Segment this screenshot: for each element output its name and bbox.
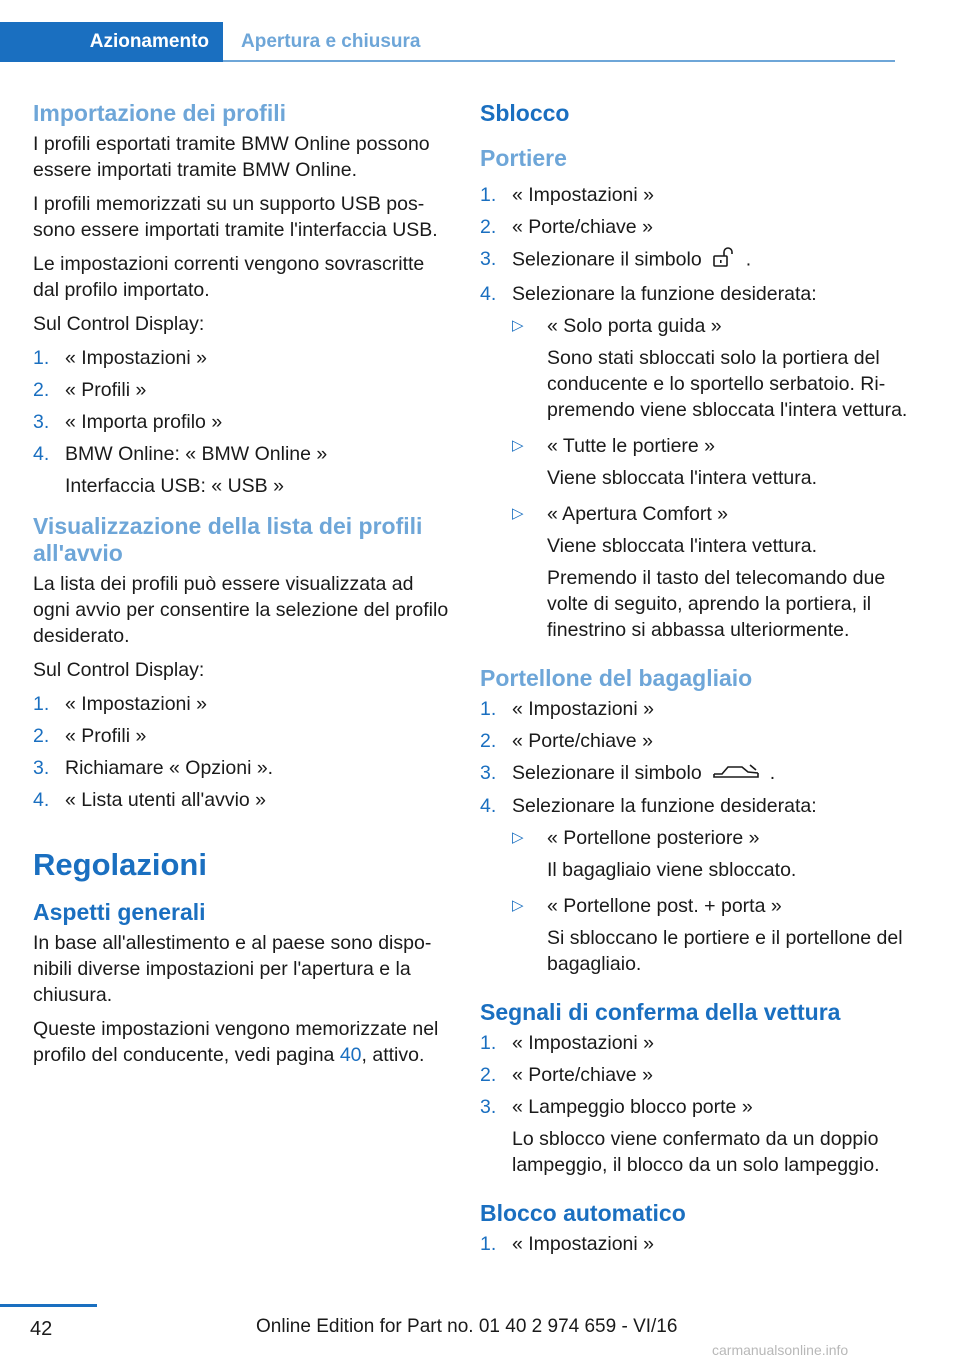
option-description: Premendo il tasto del telecomando due volte di seguito, aprendo la portiera, il finestrino si abbassa ulteriormente. <box>547 567 886 641</box>
unlock-icon <box>712 246 736 275</box>
list-item <box>480 793 910 977</box>
step-text: Selezionare il simbolo <box>512 762 702 784</box>
step-continuation: Lo sblocco viene confermato da un doppio lampeggio, il blocco da un solo lampeggio. <box>512 1127 880 1176</box>
list-item <box>33 409 453 435</box>
step-continuation: Interfaccia USB: « USB » <box>65 475 284 497</box>
paragraph: La lista dei profili può essere visualizzata ad ogni avvio per consentire la selezione del profilo desiderato. <box>33 573 449 647</box>
step-text: Selezionare la funzione desiderata: <box>512 794 817 817</box>
step-number: 4. <box>33 789 50 811</box>
step-text: Selezionare il simbolo <box>512 248 702 271</box>
option-description: Sono stati sbloccati solo la portiera del conducente e lo sportello serbatoio. Ripremendo viene sbloccata l'intera vettura. <box>547 347 908 421</box>
option-title: « Solo porta guida » <box>547 315 722 337</box>
triangle-bullet-icon: ▷ <box>512 505 524 522</box>
step-text: « Impostazioni » <box>512 1031 654 1054</box>
heading-portiere: Portiere <box>480 145 567 171</box>
step-number: 2. <box>33 725 50 747</box>
list-item <box>480 1231 910 1257</box>
steps-blocco <box>480 1231 910 1257</box>
step-text: « Lista utenti all'avvio » <box>65 789 267 811</box>
tab-azionamento[interactable]: Azionamento <box>0 22 223 62</box>
list-item <box>480 696 910 722</box>
option-item <box>512 433 910 491</box>
heading-regolazioni: Regolazioni <box>33 847 207 882</box>
step-number: 1. <box>480 184 497 206</box>
right-column <box>480 100 910 1271</box>
heading-segnali: Segnali di conferma della vettura <box>480 998 841 1025</box>
steps-portellone <box>480 696 910 977</box>
step-text-end: . <box>745 248 752 271</box>
page-number: 42 <box>30 1318 53 1340</box>
steps-portiere <box>480 182 910 643</box>
triangle-bullet-icon: ▷ <box>512 896 524 914</box>
car-trunk-icon <box>712 761 760 787</box>
step-text: « Lampeggio blocco porte » <box>512 1095 753 1118</box>
step-number: 4. <box>33 443 50 465</box>
options-list <box>512 825 910 977</box>
paragraph-text: , attivo. <box>361 1044 425 1066</box>
step-text-end: . <box>769 762 776 784</box>
option-description: Si sbloccano le portiere e il portellone del bagagliaio. <box>547 926 903 975</box>
step-number: 4. <box>480 283 497 305</box>
option-title: « Tutte le portiere » <box>547 435 716 457</box>
footer-rule <box>0 1304 97 1307</box>
edition-note: Online Edition for Part no. 01 40 2 974 659 - VI/16 <box>256 1316 678 1337</box>
left-column <box>33 100 453 1076</box>
step-text: « Profili » <box>65 379 147 401</box>
step-number: 1. <box>480 1031 497 1054</box>
heading-profile-list: Visualizzazione della lista dei profili all'avvio <box>33 513 423 566</box>
step-number: 3. <box>480 1095 497 1118</box>
option-description: Il bagagliaio viene sbloccato. <box>547 858 797 881</box>
heading-aspetti-generali: Aspetti generali <box>33 899 206 925</box>
triangle-bullet-icon: ▷ <box>512 317 524 334</box>
list-item <box>480 281 910 643</box>
step-text: « Porte/chiave » <box>512 1063 653 1086</box>
step-number: 3. <box>480 248 497 270</box>
step-text: « Impostazioni » <box>512 698 654 720</box>
list-item <box>480 1094 910 1178</box>
paragraph: I profili memorizzati su un supporto USB possono essere importati tramite l'interfaccia USB. <box>33 193 438 241</box>
triangle-bullet-icon: ▷ <box>512 828 524 846</box>
option-description: Viene sbloccata l'intera vettura. <box>547 467 818 489</box>
heading-sblocco: Sblocco <box>480 100 570 126</box>
list-item <box>33 345 453 371</box>
watermark: carmanualsonline.info <box>712 1342 849 1358</box>
list-item <box>33 691 453 717</box>
step-text: « Porte/chiave » <box>512 216 653 238</box>
step-text: Selezionare la funzione desiderata: <box>512 283 817 305</box>
step-number: 2. <box>480 730 497 752</box>
header-rule <box>223 60 895 62</box>
step-text: « Impostazioni » <box>65 693 207 715</box>
list-item <box>480 246 910 275</box>
option-description: Viene sbloccata l'intera vettura. <box>547 535 818 557</box>
step-text: Richiamare « Opzioni ». <box>65 757 274 779</box>
page-link[interactable]: 40 <box>339 1044 362 1066</box>
step-number: 1. <box>33 693 50 715</box>
heading-blocco-automatico: Blocco automatico <box>480 1199 686 1226</box>
step-text: « Porte/chiave » <box>512 730 653 752</box>
step-number: 4. <box>480 794 497 817</box>
step-number: 1. <box>480 698 497 720</box>
list-item <box>480 728 910 754</box>
list-item <box>480 760 910 787</box>
list-item <box>480 214 910 240</box>
chapter-header <box>0 22 895 62</box>
option-item <box>512 893 910 977</box>
paragraph <box>33 1016 453 1068</box>
list-item <box>480 1030 910 1056</box>
list-item <box>480 1062 910 1088</box>
step-text: « Impostazioni » <box>512 1232 654 1255</box>
steps-segnali <box>480 1030 910 1178</box>
heading-import-profiles: Importazione dei profili <box>33 100 287 126</box>
triangle-bullet-icon: ▷ <box>512 437 524 454</box>
list-item <box>33 723 453 749</box>
steps-import <box>33 345 453 499</box>
step-text: « Importa profilo » <box>65 411 223 433</box>
option-title: « Portellone posteriore » <box>547 826 760 849</box>
paragraph: Sul Control Display: <box>33 659 205 681</box>
tab-apertura-chiusura[interactable]: Apertura e chiusura <box>241 31 421 52</box>
list-item <box>33 755 453 781</box>
step-number: 2. <box>480 216 497 238</box>
step-number: 3. <box>33 757 50 779</box>
steps-profile-list <box>33 691 453 813</box>
step-number: 2. <box>33 379 50 401</box>
step-text: « Impostazioni » <box>512 184 654 206</box>
heading-portellone: Portellone del bagagliaio <box>480 665 753 691</box>
option-title: « Portellone post. + porta » <box>547 894 782 917</box>
option-item <box>512 313 910 423</box>
paragraph: Sul Control Display: <box>33 313 205 335</box>
option-title: « Apertura Comfort » <box>547 503 729 525</box>
option-item <box>512 825 910 883</box>
step-number: 2. <box>480 1063 497 1086</box>
step-number: 1. <box>480 1232 497 1255</box>
list-item <box>33 441 453 499</box>
step-number: 3. <box>33 411 50 433</box>
list-item <box>480 182 910 208</box>
paragraph: In base all'allestimento e al paese sono disponibili diverse impostazioni per l'apertura e la chiusura. <box>33 932 432 1006</box>
step-number: 1. <box>33 347 50 369</box>
paragraph: Le impostazioni correnti vengono sovrascritte dal profilo importato. <box>33 253 425 301</box>
step-text: « Impostazioni » <box>65 347 207 369</box>
options-list <box>512 313 910 643</box>
paragraph-text: Queste impostazioni vengono memorizzate nel profilo del conducente, vedi pagina <box>33 1018 439 1066</box>
step-text: « Profili » <box>65 725 147 747</box>
list-item <box>33 377 453 403</box>
step-number: 3. <box>480 762 497 784</box>
list-item <box>33 787 453 813</box>
step-text: BMW Online: « BMW Online » <box>65 443 328 465</box>
paragraph: I profili esportati tramite BMW Online possono essere importati tramite BMW Online. <box>33 133 430 181</box>
option-item <box>512 501 910 643</box>
